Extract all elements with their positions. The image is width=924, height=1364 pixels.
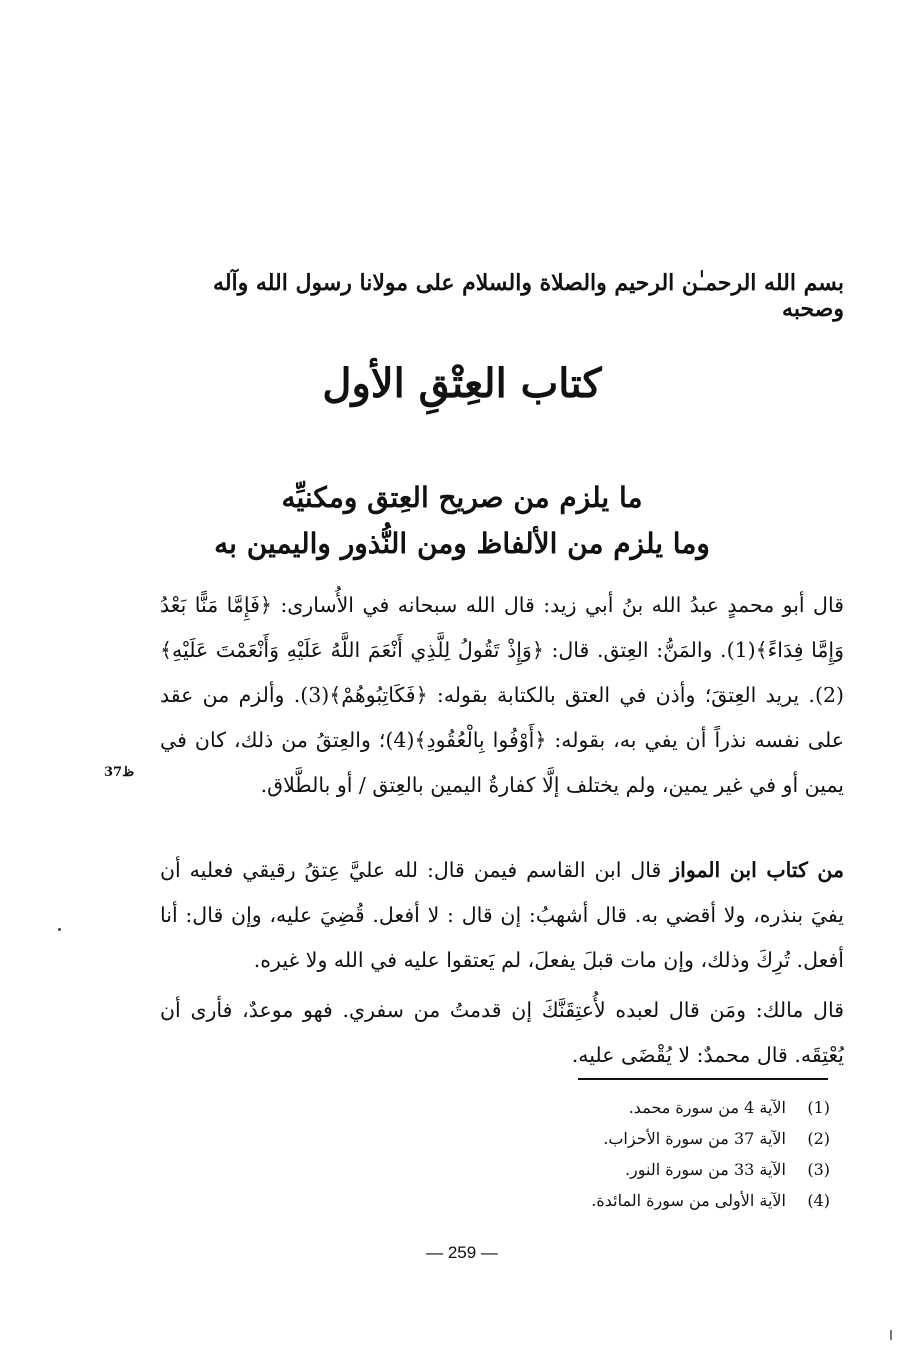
footnote-number: (2) [807,1129,830,1148]
chapter-title-line-2: وما يلزم من الألفاظ ومن النُّذور واليمين به [214,527,710,560]
footnote-text: الآية الأولى من سورة المائدة. [591,1191,786,1210]
footnote-text: الآية 37 من سورة الأحزاب. [603,1129,786,1148]
chapter-title [150,475,774,567]
basmala-header: بسم الله الرحمـٰن الرحيم والصلاة والسلام على مولانا رسول الله وآله وصحبه [213,270,844,322]
footnotes [400,1092,830,1216]
scan-speck [890,1330,892,1340]
paragraph-2-text: قال ابن القاسم فيمن قال: لله عليَّ عِتقُ رقيقي فعليه أن يفيَ بنذره، ولا أقضي به. قال أشهبُ: إن قال : لا أفعل. قُضِيَ عليه، وإن قال: أنا أفعل. تُرِكَ وذلك، وإن مات قبلَ يفعلَ، لم يَعتقوا عليه في الله ولا غيره. [160,858,844,972]
paragraph-1: قال أبو محمدٍ عبدُ الله بنُ أبي زيد: قال الله سبحانه في الأُسارى: ﴿فَإِمَّا مَنًّا بَعْدُ وَإِمَّا فِدَاءً﴾(1). والمَنُّ: العِتق. قال: ﴿وَإِذْ تَقُولُ لِلَّذِي أَنْعَمَ اللَّهُ عَلَيْهِ وَأَنْعَمْتَ عَلَيْهِ﴾(2). يريد العِتقَ؛ وأذن في العتق بالكتابة بقوله: ﴿فَكَاتِبُوهُمْ﴾(3). وألزم من عقد على نفسه نذراً أن يفي به، بقوله: ﴿أَوْفُوا بِالْعُقُودِ﴾(4)؛ والعِتقُ من ذلك، كان في يمين أو في غير يمين، ولم يختلف إلَّا كفارةُ اليمين بالعِتق / أو بالطَّلاق. [160,593,844,797]
paragraph-2 [160,848,844,983]
footnote-number: (3) [807,1160,830,1179]
footnote-number: (4) [807,1191,830,1210]
footnote-item [400,1123,830,1154]
footnote-item [400,1092,830,1123]
source-citation: من كتاب ابن المواز [670,858,844,882]
footnote-item [400,1185,830,1216]
chapter-title-line-1: ما يلزم من صريح العِتق ومكنيِّه [281,481,643,514]
margin-folio-note: ظ37 [104,765,135,780]
footnote-item [400,1154,830,1185]
book-title: كتاب العِتْقِ الأول [322,360,602,407]
footnote-text: الآية 33 من سورة النور. [624,1160,786,1179]
paragraph-3: قال مالك: ومَن قال لعبده لأُعتِقَنَّكَ إن قدمتُ من سفري. فهو موعدٌ، فأرى أن يُعْتِقَه. قال محمدٌ: لا يُقْضَى عليه. [160,998,844,1067]
footnote-separator [578,1078,828,1080]
footnote-number: (1) [807,1098,830,1117]
footnote-text: الآية 4 من سورة محمد. [628,1098,786,1117]
page-number: — 259 — [426,1243,498,1262]
scan-speck [58,928,61,931]
